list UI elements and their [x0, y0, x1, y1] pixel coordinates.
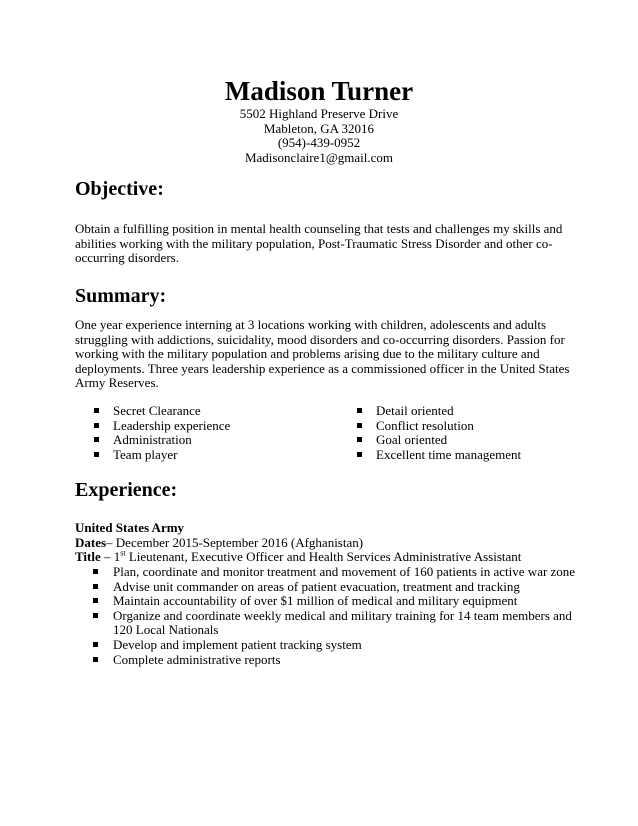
- duty-item: [92, 564, 576, 580]
- bullet-square-icon: [94, 408, 99, 413]
- duty-item: [92, 594, 572, 609]
- duty-text: Organize and coordinate weekly medical and military training for 14 team members and: [113, 607, 572, 623]
- skill-item: [356, 433, 521, 448]
- bullet-square-icon: [94, 423, 99, 428]
- duty-text: Maintain accountability of over $1 million of medical and military equipment: [113, 593, 518, 609]
- skill-item: [93, 448, 230, 463]
- dates-row: [75, 536, 575, 551]
- dates-label: Dates: [75, 534, 107, 550]
- bullet-square-icon: [357, 423, 362, 428]
- skill-item: [93, 419, 230, 434]
- summary-line: One year experience interning at 3 locations working with children, adolescents and adults: [75, 317, 547, 332]
- skill-label: Secret Clearance: [113, 403, 201, 418]
- objective-line: occurring disorders.: [75, 250, 179, 266]
- summary-line: Army Reserves.: [75, 375, 159, 391]
- skill-label: Administration: [113, 432, 192, 448]
- title-rest: Lieutenant, Executive Officer and Health Services Administrative Assistant: [125, 549, 522, 565]
- contact-block: [0, 107, 638, 166]
- duty-text: Advise unit commander on areas of patient evacuation, treatment and tracking: [113, 578, 520, 594]
- summary-line: struggling with addictions, suicidality, mood disorders and co-occurring disorders. Passion for: [75, 331, 565, 347]
- title-prefix: – 1: [100, 549, 121, 565]
- summary-text: [75, 317, 570, 391]
- duties-list: [92, 564, 576, 667]
- bullet-square-icon: [93, 569, 98, 574]
- skill-item: [93, 404, 230, 419]
- experience-entry: [75, 521, 575, 565]
- objective-line: Obtain a fulfilling position in mental health counseling that tests and challenges my skills and: [75, 221, 563, 236]
- summary-heading: Summary:: [75, 285, 167, 307]
- objective-heading: Objective:: [75, 178, 164, 200]
- address-line-1: 5502 Highland Preserve Drive: [239, 106, 399, 121]
- skill-item: [356, 448, 521, 463]
- candidate-name: Madison Turner: [224, 76, 414, 106]
- bullet-square-icon: [94, 437, 99, 442]
- title-ordinal-suffix: st: [120, 548, 126, 558]
- dates-value: – December 2015-September 2016 (Afghanistan): [106, 534, 364, 550]
- duty-item: [92, 609, 572, 638]
- objective-text: [75, 222, 565, 266]
- summary-line: working with the military population and problems arising due to the military culture and: [75, 346, 540, 362]
- phone-number: (954)-439-0952: [277, 135, 361, 151]
- skills-list-right: [356, 404, 521, 462]
- summary-line: deployments. Three years leadership experience as a commissioned officer in the United States: [75, 360, 570, 376]
- skill-label: Leadership experience: [113, 417, 231, 433]
- bullet-square-icon: [357, 452, 362, 457]
- skill-item: [356, 419, 521, 434]
- bullet-square-icon: [357, 408, 362, 413]
- skill-item: [356, 404, 521, 419]
- skill-label: Excellent time management: [376, 446, 522, 462]
- title-label: Title: [75, 549, 101, 565]
- skill-item: [93, 433, 230, 448]
- skill-label: Conflict resolution: [376, 417, 474, 433]
- duty-item: [92, 580, 572, 595]
- bullet-square-icon: [93, 598, 98, 603]
- employer-name: United States Army: [75, 520, 185, 535]
- objective-line: abilities working with the military population, Post-Traumatic Stress Disorder and other co-: [75, 235, 553, 251]
- skills-list-left: [93, 404, 230, 462]
- duty-item: [92, 653, 572, 668]
- bullet-square-icon: [93, 584, 98, 589]
- address-line-2: Mableton, GA 32016: [263, 120, 375, 136]
- bullet-square-icon: [93, 642, 98, 647]
- skill-label: Goal oriented: [376, 432, 448, 448]
- bullet-square-icon: [94, 452, 99, 457]
- duty-text: Complete administrative reports: [113, 651, 281, 667]
- bullet-square-icon: [357, 437, 362, 442]
- duty-text-continuation: 120 Local Nationals: [113, 622, 219, 638]
- email-address: Madisonclaire1@gmail.com: [244, 150, 394, 166]
- skill-label: Detail oriented: [376, 403, 454, 418]
- skill-label: Team player: [113, 446, 178, 462]
- experience-heading: Experience:: [75, 479, 178, 501]
- title-row: [75, 550, 575, 565]
- bullet-square-icon: [93, 613, 98, 618]
- duty-item: [92, 638, 572, 653]
- duty-text: Develop and implement patient tracking system: [113, 636, 362, 652]
- bullet-square-icon: [93, 657, 98, 662]
- duty-text: Plan, coordinate and monitor treatment and movement of 160 patients in active war zone: [113, 564, 576, 579]
